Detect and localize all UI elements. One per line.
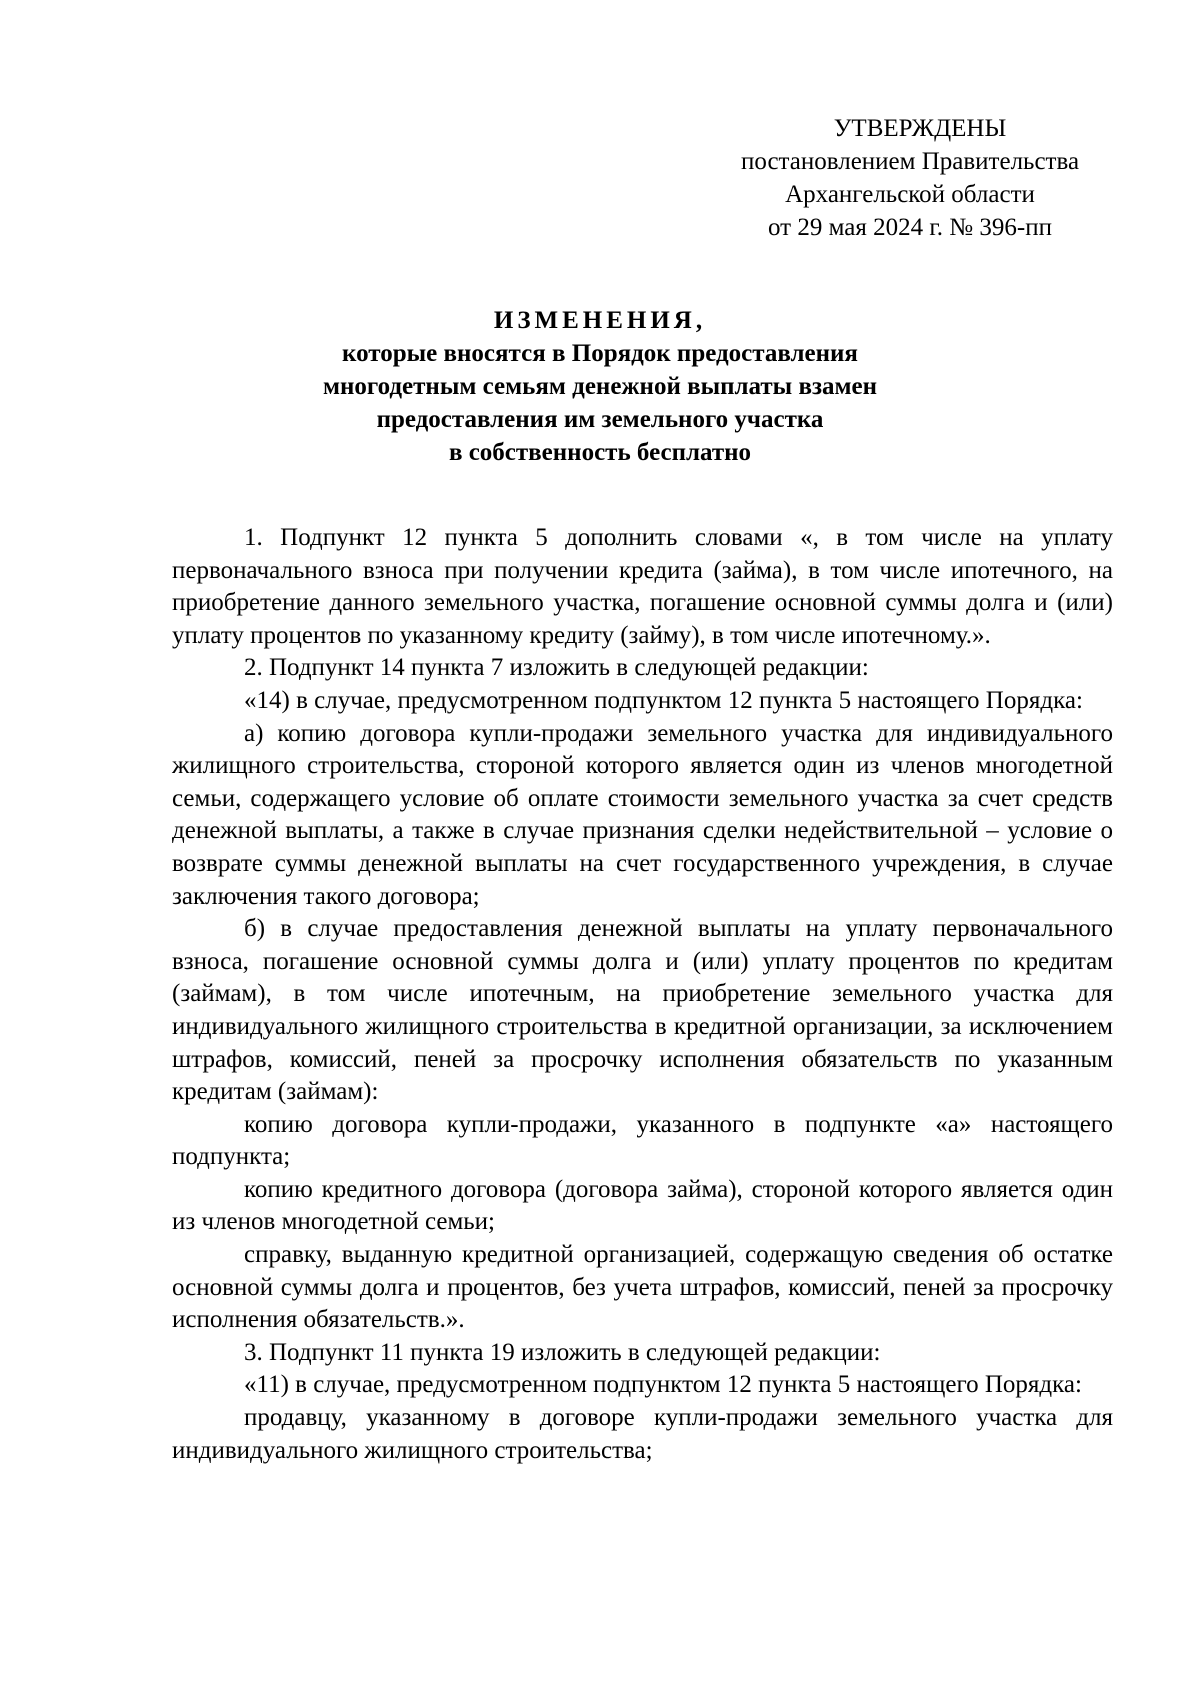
- title-line-4: в собственность бесплатно: [448, 439, 752, 466]
- approval-heading: УТВЕРЖДЕНЫ: [833, 115, 1007, 142]
- title-line-2: многодетным семьям денежной выплаты взамен: [322, 373, 878, 400]
- paragraph: продавцу, указанному в договоре купли-продажи земельного участка для индивидуального жилищного строительства;: [172, 1404, 1113, 1464]
- title-heading: ИЗМЕНЕНИЯ,: [493, 307, 707, 334]
- document-title: [150, 304, 1050, 469]
- paragraph: 2. Подпункт 14 пункта 7 изложить в следующей редакции:: [244, 654, 869, 682]
- approval-stamp-block: [700, 112, 1120, 244]
- paragraph: справку, выданную кредитной организацией, содержащую сведения об остатке основной суммы долга и процентов, без учета штрафов, комиссий, пеней за просрочку исполнения обязательств.».: [172, 1241, 1113, 1334]
- approval-date-number: от 29 мая 2024 г. № 396-пп: [768, 214, 1052, 241]
- paragraph: «11) в случае, предусмотренном подпунктом 12 пункта 5 настоящего Порядка:: [244, 1371, 1082, 1399]
- paragraph: 1. Подпункт 12 пункта 5 дополнить словами «, в том числе на уплату первоначального взноса при получении кредита (займа), в том числе ипотечного, на приобретение данного земельного участка, погашение основной суммы долга и (или) уплату процентов по указанному кредиту (займу), в том числе ипотечному.».: [172, 524, 1113, 649]
- paragraph: «14) в случае, предусмотренном подпунктом 12 пункта 5 настоящего Порядка:: [244, 686, 1083, 714]
- paragraph: б) в случае предоставления денежной выплаты на уплату первоначального взноса, погашение основной суммы долга и (или) уплату процентов по кредитам (займам), в том числе ипотечным, на приобретение земельного участка для индивидуального жилищного строительства в кредитной организации, за исключением штрафов, комиссий, пеней за просрочку исполнения обязательств по указанным кредитам (займам):: [172, 915, 1113, 1106]
- paragraph: копию кредитного договора (договора займа), стороной которого является один из членов многодетной семьи;: [172, 1175, 1113, 1236]
- title-line-1: которые вносятся в Порядок предоставления: [342, 340, 858, 367]
- paragraph: копию договора купли-продажи, указанного в подпункте «а» настоящего подпункта;: [172, 1110, 1113, 1171]
- document-body: [172, 522, 1113, 1467]
- title-line-3: предоставления им земельного участка: [376, 406, 824, 433]
- approval-region: Архангельской области: [785, 181, 1035, 208]
- approval-authority: постановлением Правительства: [740, 148, 1080, 175]
- paragraph: 3. Подпункт 11 пункта 19 изложить в следующей редакции:: [244, 1338, 881, 1366]
- paragraph: а) копию договора купли-продажи земельного участка для индивидуального жилищного строительства, стороной которого является один из членов многодетной семьи, содержащего условие об оплате стоимости земельного участка за счет средств денежной выплаты, а также в случае признания сделки недействительной – условие о возврате суммы денежной выплаты на счет государственного учреждения, в случае заключения такого договора;: [172, 719, 1113, 910]
